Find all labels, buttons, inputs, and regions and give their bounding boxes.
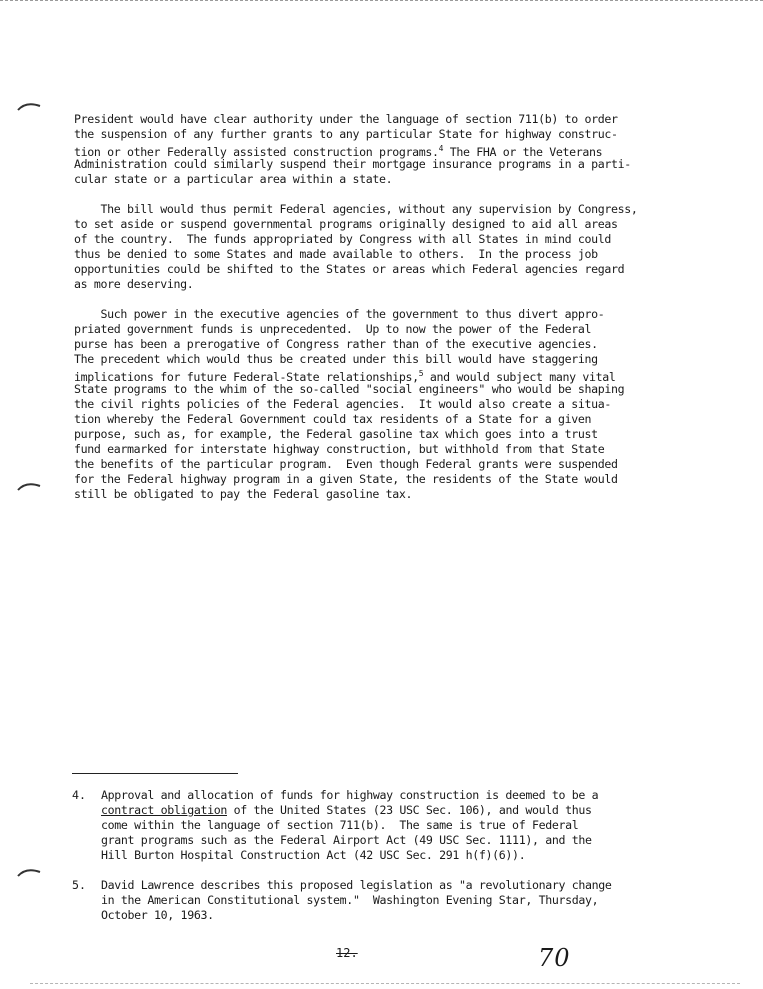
footnote-ref-4: 4 (438, 144, 444, 153)
footnote-line: David Lawrence describes this proposed legislation as "a revolutionary change (101, 878, 612, 892)
binder-hole-mark (16, 480, 42, 492)
body-line: State programs to the whim of the so-called "social engineers" who would be shaping (74, 382, 625, 396)
scan-edge-bottom (30, 983, 740, 984)
body-line: implications for future Federal-State relationships,$^5$ and would subject many vital (74, 369, 616, 384)
body-line: The bill would thus permit Federal agencies, without any supervision by Congress, (74, 202, 638, 216)
footnote-divider (72, 773, 238, 774)
body-line: purse has been a prerogative of Congress rather than of the executive agencies. (74, 337, 598, 351)
body-line: Administration could similarly suspend their mortgage insurance programs in a parti- (74, 157, 631, 171)
body-line: The precedent which would thus be created under this bill would have staggering (74, 352, 598, 366)
binder-hole-mark (16, 100, 42, 112)
body-line: for the Federal highway program in a given State, the residents of the State would (74, 472, 618, 486)
binder-hole-mark (16, 866, 42, 878)
body-line: cular state or a particular area within a state. (74, 172, 393, 186)
body-line: the suspension of any further grants to any particular State for highway construc- (74, 127, 618, 141)
body-line: Such power in the executive agencies of the government to thus divert appro- (74, 307, 605, 321)
body-line: tion whereby the Federal Government could tax residents of a State for a given (74, 412, 592, 426)
footnote-line: grant programs such as the Federal Airport Act (49 USC Sec. 1111), and the (101, 833, 592, 847)
body-line: purpose, such as, for example, the Federal gasoline tax which goes into a trust (74, 427, 598, 441)
body-line: the civil rights policies of the Federal agencies. It would also create a situa- (74, 397, 612, 411)
body-line: of the country. The funds appropriated by Congress with all States in mind could (74, 232, 612, 246)
underlined-term: contract obligation (101, 803, 227, 817)
body-line: as more deserving. (74, 277, 194, 291)
footnote-line: contract obligation of the United States (23 USC Sec. 106), and would thus (101, 803, 592, 817)
body-line: opportunities could be shifted to the States or areas which Federal agencies regard (74, 262, 625, 276)
footnote-number: 4. (72, 788, 86, 802)
footnote-line: in the American Constitutional system." Washington Evening Star, Thursday, (101, 893, 599, 907)
body-line: tion or other Federally assisted construction programs.$^4$ The FHA or the Veterans (74, 144, 603, 159)
handwritten-page-number: 70 (538, 944, 571, 972)
footnote-line: October 10, 1963. (101, 908, 214, 922)
body-line: the benefits of the particular program. Even though Federal grants were suspended (74, 457, 618, 471)
body-line: to set aside or suspend governmental programs originally designed to aid all areas (74, 217, 618, 231)
body-line: President would have clear authority under the language of section 711(b) to order (74, 112, 618, 126)
body-line: still be obligated to pay the Federal gasoline tax. (74, 487, 413, 501)
footnote-line: Hill Burton Hospital Construction Act (42 USC Sec. 291 h(f)(6)). (101, 848, 526, 862)
footnote-line: come within the language of section 711(b). The same is true of Federal (101, 818, 579, 832)
scan-edge-top (0, 0, 763, 1)
footnote-number: 5. (72, 878, 86, 892)
body-line: priated government funds is unprecedented. Up to now the power of the Federal (74, 322, 592, 336)
body-line: fund earmarked for interstate highway construction, but withhold from that State (74, 442, 605, 456)
body-line: thus be denied to some States and made available to others. In the process job (74, 247, 598, 261)
footnote-line: Approval and allocation of funds for highway construction is deemed to be a (101, 788, 599, 802)
page-number: 12. (336, 946, 358, 960)
footnote-ref-5: 5 (418, 369, 424, 378)
